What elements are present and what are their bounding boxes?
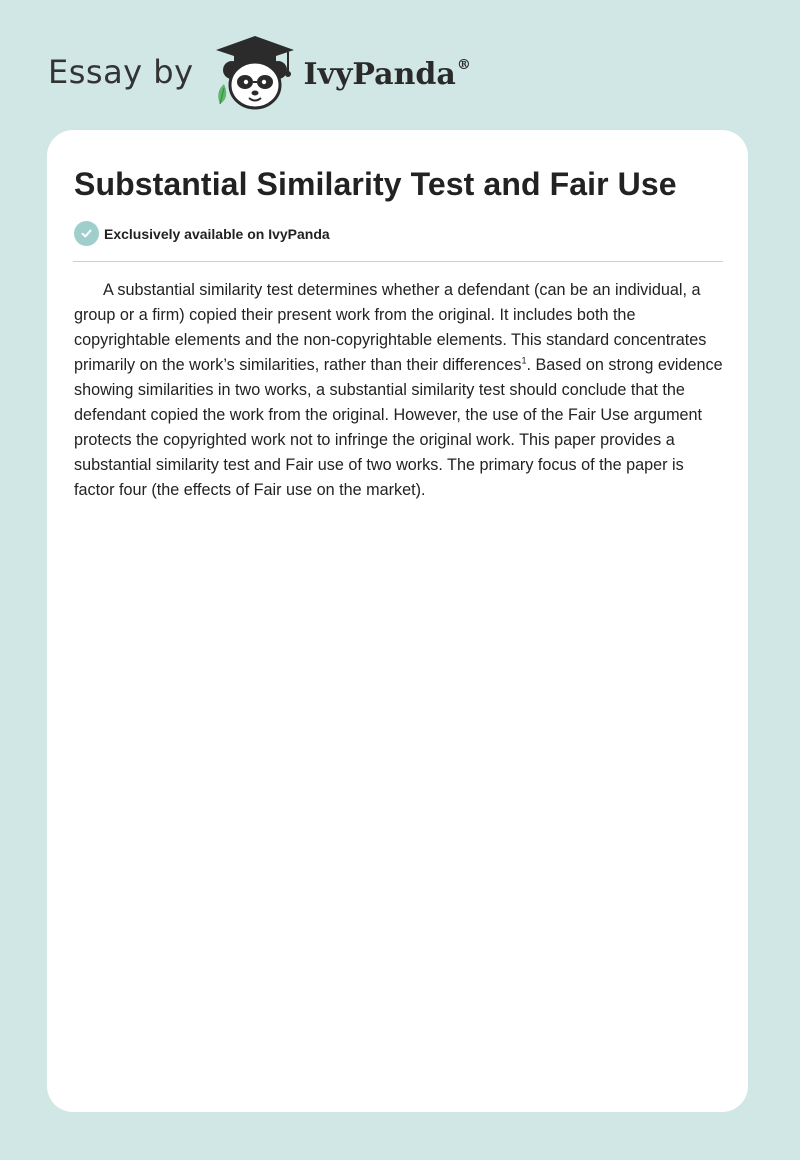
- page-title: Substantial Similarity Test and Fair Use: [74, 166, 677, 202]
- essay-paragraph: [74, 278, 724, 503]
- paragraph-text-1: A substantial similarity test determines whether a defendant (can be an individual, a group or a firm) copied their present work from the original. It includes both the copyrightable elements and the non-copyrightable elements. This standard concentrates primarily on the work’s similarities, rather than their differences: [74, 281, 707, 374]
- site-header: [48, 32, 471, 112]
- paragraph-text-2: . Based on strong evidence showing similarities in two works, a substantial similarity test should conclude that the defendant copied the work from the original. However, the use of the Fair Use argument protects the copyrighted work not to infringe the original work. This paper provides a substantial similarity test and Fair use of two works. The primary focus of the paper is factor four (the effects of Fair use on the market).: [74, 356, 723, 499]
- brand-name[interactable]: IvyPanda®: [303, 56, 471, 92]
- panda-logo-icon[interactable]: [210, 32, 300, 112]
- footnote-marker[interactable]: 1: [521, 355, 527, 366]
- essay-card: [47, 130, 748, 1112]
- registered-mark: ®: [456, 56, 471, 73]
- exclusive-badge: [74, 221, 330, 246]
- check-icon: [74, 221, 99, 246]
- badge-label: Exclusively available on IvyPanda: [104, 225, 330, 242]
- essay-by-label: Essay by: [48, 53, 194, 91]
- divider: [73, 261, 723, 262]
